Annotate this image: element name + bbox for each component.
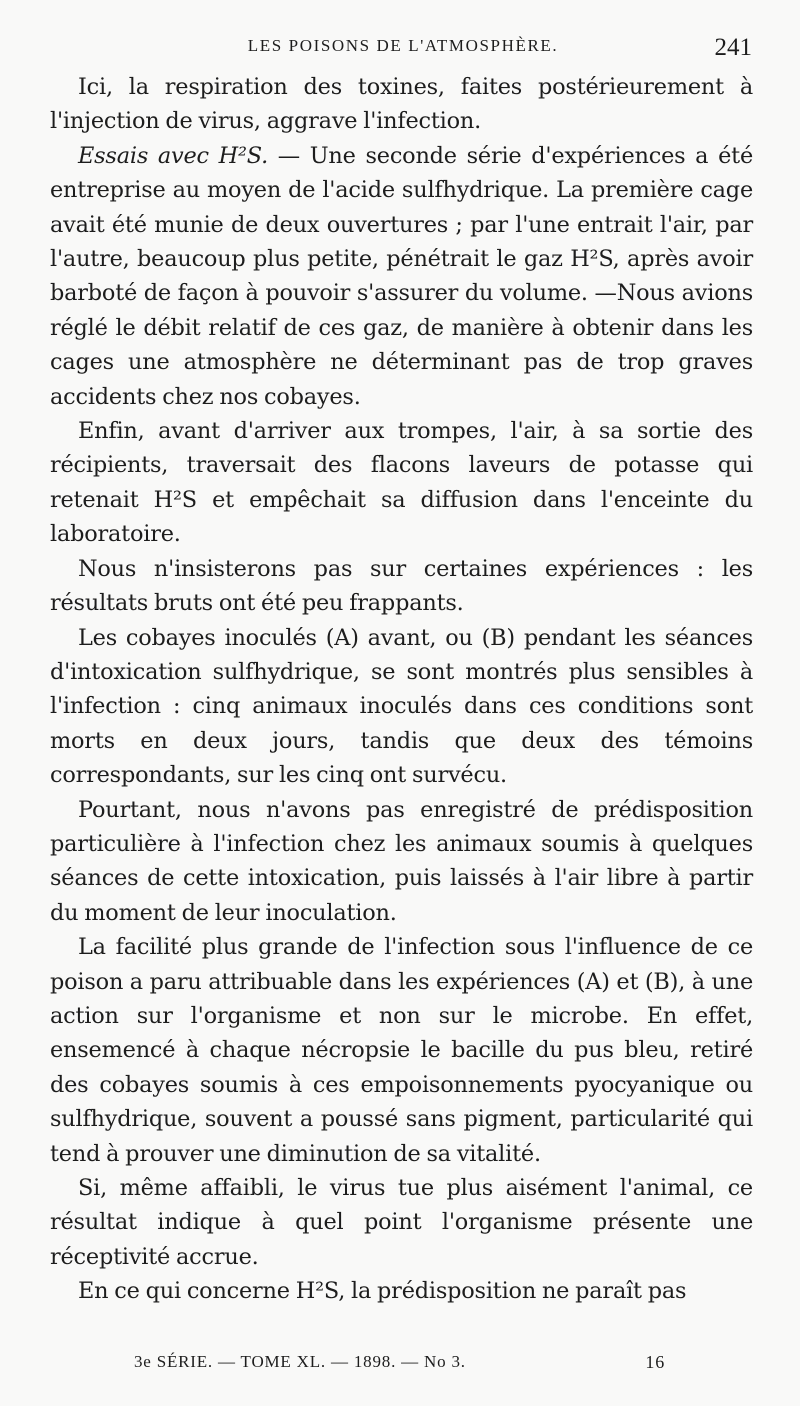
paragraph-text: Nous n'insisterons pas sur certaines expériences : les résultats bruts ont été peu frappants. — [50, 555, 753, 617]
running-head — [48, 34, 758, 64]
footer-series-line: 3e SÉRIE. — TOME XL. — 1898. — No 3. — [134, 1352, 466, 1371]
paragraph-text: En ce qui concerne H²S, la prédisposition ne paraît pas — [78, 1278, 687, 1305]
paragraph — [50, 621, 753, 793]
paragraph — [50, 793, 753, 931]
paragraph-text: Enfin, avant d'arriver aux trompes, l'air, à sa sortie des récipients, traversait des flacons laveurs de potasse qui retenait H²S et empêchait sa diffusion dans l'enceinte du laboratoire. — [50, 418, 753, 548]
paragraph-text: Pourtant, nous n'avons pas enregistré de prédisposition particulière à l'infection chez les animaux soumis à quelques séances de cette intoxication, puis laissés à l'air libre à partir du moment de leur inoculation. — [50, 796, 753, 926]
paragraph — [50, 139, 753, 414]
paragraph — [50, 552, 753, 621]
paragraph — [50, 70, 753, 139]
body-text — [50, 70, 753, 1309]
running-title: LES POISONS DE L'ATMOSPHÈRE. — [247, 36, 559, 55]
paragraph-text: Les cobayes inoculés (A) avant, ou (B) pendant les séances d'intoxication sulfhydrique, se sont montrés plus sensibles à l'infection : cinq animaux inoculés dans ces conditions sont morts en deux jours, tandis que deux des témoins correspondants, sur les cinq ont survécu. — [50, 624, 753, 789]
paragraph — [50, 1274, 753, 1308]
paragraph-text: — Une seconde série d'expériences a été entreprise au moyen de l'acide sulfhydrique. La première cage avait été munie de deux ouvertures ; par l'une entrait l'air, par l'autre, beaucoup plus petite, pénétrait le gaz H²S, après avoir barboté de façon à pouvoir s'assurer du volume. —Nous avions réglé le débit relatif de ces gaz, de manière à obtenir dans les cages une atmosphère ne déterminant pas de trop graves accidents chez nos cobayes. — [50, 142, 754, 410]
paragraph-text: Ici, la respiration des toxines, faites postérieurement à l'injection de virus, aggrave l'infection. — [50, 74, 753, 135]
paragraph — [50, 930, 753, 1171]
paragraph — [50, 1171, 753, 1274]
paragraph-run-in: Essais avec H²S. — [78, 142, 269, 169]
paragraph-text: La facilité plus grande de l'infection sous l'influence de ce poison a paru attribuable dans les expériences (A) et (B), à une action sur l'organisme et non sur le microbe. En effet, ensemencé à chaque nécropsie le bacille du pus bleu, retiré des cobayes soumis à ces empoisonnements pyocyanique ou sulfhydrique, souvent a poussé sans pigment, particularité qui tend à prouver une diminution de sa vitalité. — [50, 934, 753, 1167]
page-footer — [50, 1352, 753, 1382]
paragraph — [50, 414, 753, 552]
footer-sheet-number: 16 — [645, 1352, 665, 1372]
page-number: 241 — [714, 34, 752, 61]
paragraph-text: Si, même affaibli, le virus tue plus aisément l'animal, ce résultat indique à quel point l'organisme présente une réceptivité accrue. — [50, 1175, 753, 1270]
